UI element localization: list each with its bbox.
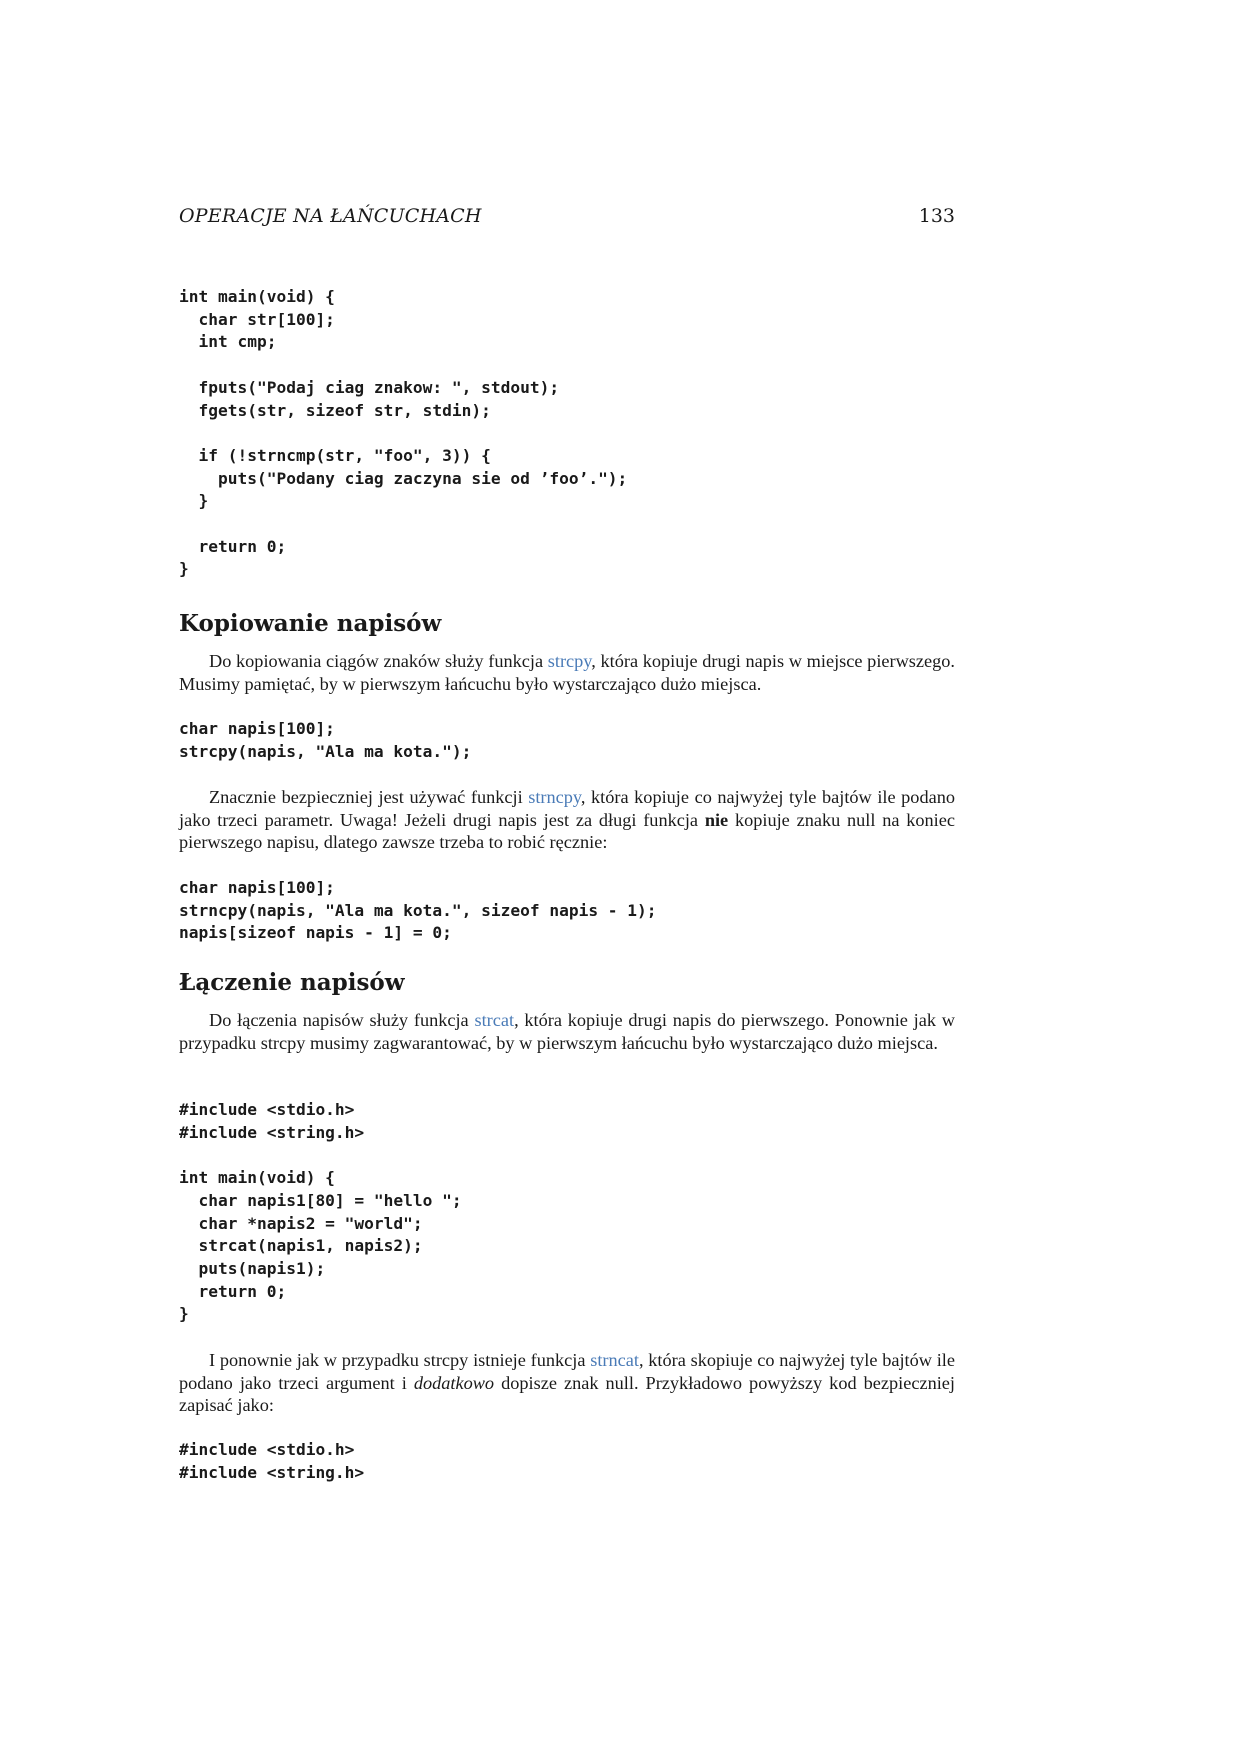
code-block-includes: #include <stdio.h> #include <string.h>: [179, 1440, 365, 1482]
paragraph-strncat: [179, 1349, 955, 1417]
text: dopisze znak null. Przykładowo powyższy kod bezpieczniej zapisać jako:: [179, 1372, 955, 1416]
code-block-strcat: #include <stdio.h> #include <string.h> int main(void) { char napis1[80] = "hello "; char *napis2 = "world"; strcat(napis1, napis2); puts(napis1); return 0; }: [179, 1100, 462, 1324]
bold-text: nie: [704, 809, 729, 830]
text: kopiuje znaku null na koniec pierwszego napisu, dlatego zawsze trzeba to robić ręcznie:: [179, 809, 955, 853]
code-block-strcpy: char napis[100]; strcpy(napis, "Ala ma kota.");: [179, 719, 472, 761]
link-strcpy[interactable]: strcpy: [547, 651, 592, 671]
section-heading-laczenie: Łączenie napisów: [179, 969, 405, 996]
text: , która kopiuje drugi napis w miejsce pierwszego. Musimy pamiętać, by w pierwszym łańcuchu było wystarczająco dużo miejsca.: [179, 651, 955, 694]
text: , która skopiuje co najwyżej tyle bajtów ile podano jako trzeci argument i: [179, 1350, 955, 1393]
link-strncat[interactable]: strncat: [590, 1350, 639, 1370]
running-title: OPERACJE NA ŁAŃCUCHACH: [179, 205, 482, 227]
text: , która kopiuje co najwyżej tyle bajtów ile podano jako trzeci parametr. Uwaga! Jeżeli drugi napis jest za długi funkcja: [179, 787, 955, 830]
text: I ponownie jak w przypadku strcpy istnieje funkcja: [209, 1350, 591, 1370]
link-strncpy[interactable]: strncpy: [528, 787, 581, 807]
section-heading-kopiowanie: Kopiowanie napisów: [179, 610, 442, 637]
text: , która kopiuje drugi napis do pierwszego. Ponownie jak w przypadku strcpy musimy zagwarantować, by w pierwszym łańcuchu było wystarczająco dużo miejsca.: [179, 1010, 955, 1053]
paragraph-strcat: [179, 1009, 955, 1054]
paragraph-strcpy: [179, 650, 955, 695]
link-strcat[interactable]: strcat: [474, 1010, 515, 1030]
text: Do łączenia napisów służy funkcja: [209, 1010, 475, 1030]
code-block-strncmp: int main(void) { char str[100]; int cmp; fputs("Podaj ciag znakow: ", stdout); fgets(str, sizeof str, stdin); if (!strncmp(str, "foo", 3)) { puts("Podany ciag zaczyna sie od ’foo’."); } return 0; }: [179, 287, 628, 579]
running-header: [179, 203, 955, 229]
text: Znacznie bezpieczniej jest używać funkcji: [209, 787, 529, 807]
paragraph-strncpy: [179, 786, 955, 854]
italic-text: dodatkowo: [413, 1372, 495, 1393]
code-block-strncpy: char napis[100]; strncpy(napis, "Ala ma kota.", sizeof napis - 1); napis[sizeof napis - 1] = 0;: [179, 878, 657, 943]
text: Do kopiowania ciągów znaków służy funkcja: [209, 651, 548, 671]
page-number: 133: [918, 205, 955, 227]
